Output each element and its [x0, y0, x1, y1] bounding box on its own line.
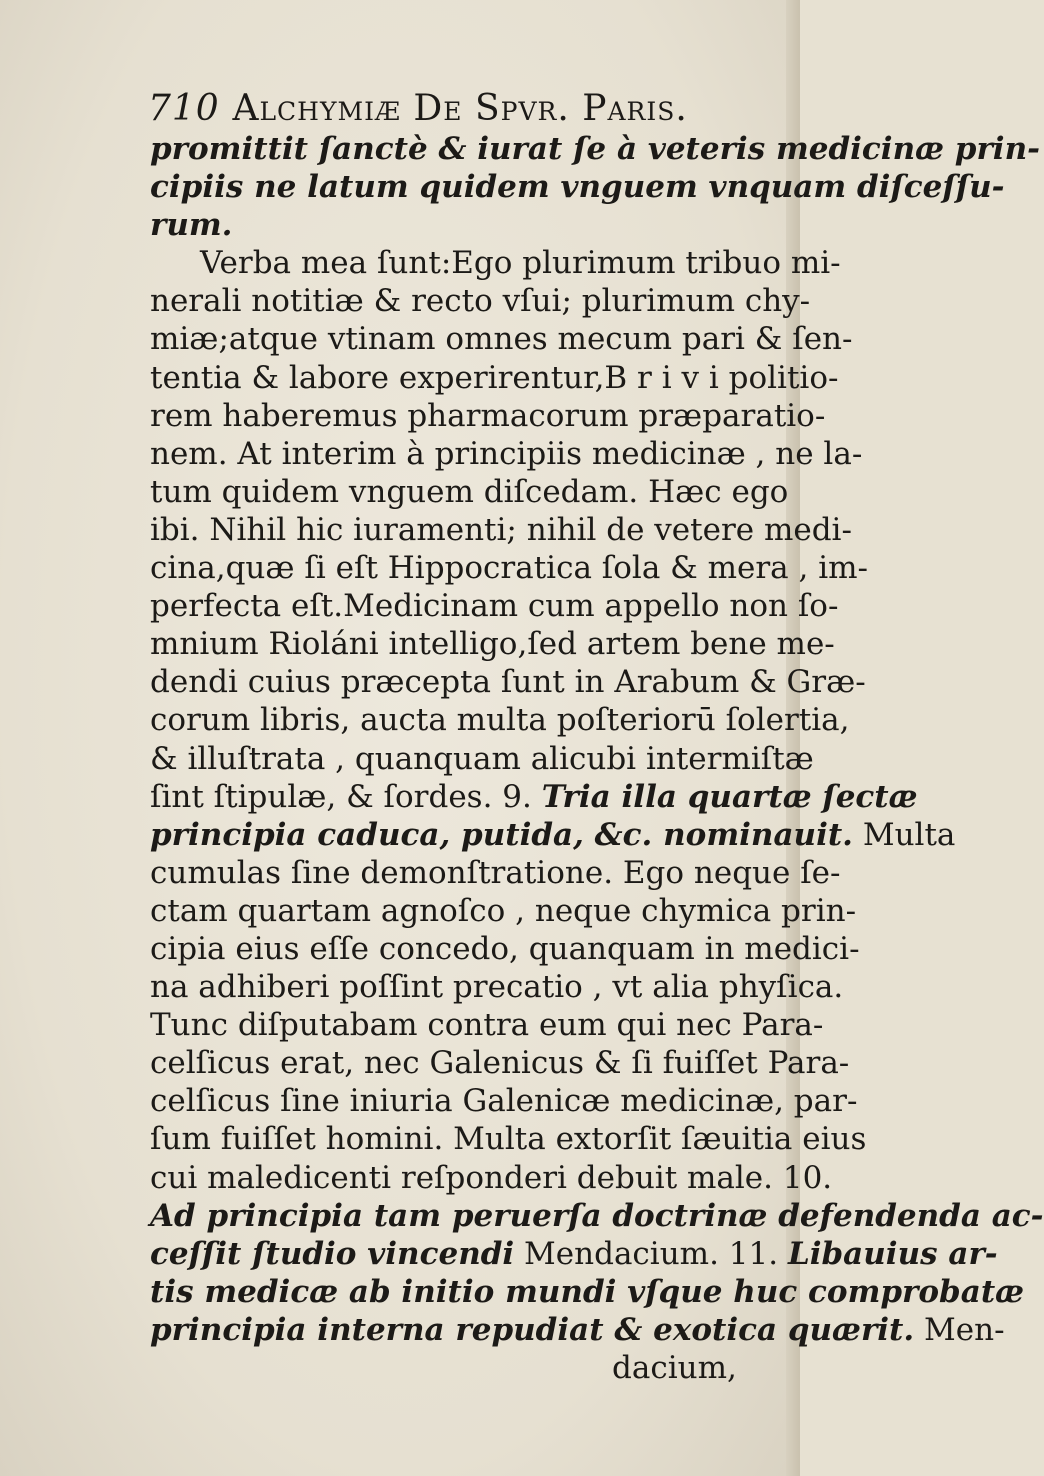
text-line: [150, 168, 1005, 206]
roman-text: ſum fuiſſet homini. Multa extorſit ſæuitia eius: [150, 1121, 867, 1158]
italic-text: Libauius ar-: [787, 1235, 998, 1272]
text-line: [150, 892, 857, 930]
roman-text: cui maledicenti reſponderi debuit male. 10.: [150, 1159, 833, 1196]
page-number: 710: [148, 88, 220, 129]
roman-text: tentia & labore experirentur,B r i v i politio-: [150, 359, 839, 396]
text-line: [150, 1120, 867, 1158]
roman-text: dacium,: [612, 1350, 737, 1386]
roman-text: tum quidem vnguem diſcedam. Hæc ego: [150, 473, 789, 510]
roman-text: miæ;atque vtinam omnes mecum pari & ſen-: [150, 321, 853, 358]
italic-text: cipiis ne latum quidem vnguem vnquam diſceſſu-: [150, 169, 1005, 206]
text-line: [150, 625, 835, 663]
roman-text: Multa: [852, 816, 956, 853]
roman-text: cina,quæ ſi eſt Hippocratica ſola & mera , im-: [150, 550, 869, 587]
roman-text: Mendacium. 11.: [514, 1235, 788, 1272]
italic-text: promittit ſanctè & iurat ſe à veteris medicinæ prin-: [150, 131, 1040, 167]
text-line: [150, 511, 852, 549]
roman-text: na adhiberi poſſint precatio , vt alia phyſica.: [150, 969, 844, 1006]
text-line: [150, 1349, 790, 1387]
text-line: [150, 778, 918, 816]
text-line: [150, 701, 850, 739]
text-line: [150, 1273, 1025, 1311]
text-line: [150, 244, 841, 282]
roman-text: mnium Rioláni intelligo,ſed artem bene me-: [150, 626, 835, 663]
text-line: [150, 854, 841, 892]
roman-text: Men-: [914, 1311, 1005, 1348]
roman-text: ibi. Nihil hic iuramenti; nihil de vetere medi-: [150, 511, 852, 548]
roman-text: perfecta eſt.Medicinam cum appello non ſo-: [150, 588, 839, 625]
italic-text: rum.: [150, 207, 233, 244]
roman-text: nem. At interim à principiis medicinæ , ne la-: [150, 435, 863, 472]
roman-text: Verba mea ſunt:Ego plurimum tribuo mi-: [200, 245, 841, 282]
text-line: [150, 473, 790, 511]
text-line: [150, 1235, 998, 1273]
text-line: [150, 206, 790, 244]
roman-text: & illuſtrata , quanquam alicubi intermiſtæ: [150, 740, 814, 777]
italic-text: Ad principia tam peruerſa doctrinæ defendenda ac-: [150, 1197, 1044, 1234]
italic-text: principia interna repudiat & exotica quærit.: [150, 1311, 915, 1348]
text-line: [150, 397, 826, 435]
roman-text: ctam quartam agnoſco , neque chymica prin-: [150, 892, 857, 929]
italic-text: principia caduca, putida, &c. nominauit.: [150, 816, 853, 853]
italic-text: ceſſit ſtudio vincendi: [150, 1235, 515, 1272]
text-line: [150, 816, 956, 854]
text-line: [150, 968, 844, 1006]
text-line: [150, 1159, 833, 1197]
roman-text: cipia eius eſſe concedo, quanquam in medici-: [150, 930, 860, 967]
roman-text: nerali notitiæ & recto vſui; plurimum chy-: [150, 283, 811, 320]
text-line: [150, 359, 839, 397]
text-line: [150, 663, 866, 701]
text-line: [150, 1044, 850, 1082]
text-line: [150, 320, 853, 358]
roman-text: cumulas ſine demonſtratione. Ego neque ſe-: [150, 854, 841, 891]
text-line: [150, 282, 811, 320]
text-line: [150, 549, 869, 587]
text-line: [150, 130, 1040, 168]
text-line: [150, 930, 860, 968]
italic-text: tis medicæ ab initio mundi vſque huc comprobatæ: [150, 1273, 1025, 1310]
roman-text: ſint ſtipulæ, & ſordes. 9.: [150, 778, 542, 815]
roman-text: celſicus ſine iniuria Galenicæ medicinæ, par-: [150, 1083, 858, 1120]
italic-text: Tria illa quartæ ſectæ: [541, 778, 918, 815]
roman-text: Tunc diſputabam contra eum qui nec Para-: [150, 1007, 824, 1044]
text-line: [150, 1082, 858, 1120]
text-line: [150, 1006, 824, 1044]
text-line: [150, 587, 839, 625]
roman-text: rem haberemus pharmacorum præparatio-: [150, 397, 826, 434]
roman-text: celſicus erat, nec Galenicus & ſi fuiſſet Para-: [150, 1045, 850, 1082]
text-line: [150, 1311, 1005, 1349]
text-line: [150, 1197, 1044, 1235]
body-text: [150, 130, 1044, 1387]
text-line: [150, 435, 863, 473]
running-title: Alchymiæ De Spvr. Paris.: [232, 88, 688, 129]
roman-text: dendi cuius præcepta ſunt in Arabum & Græ-: [150, 664, 866, 701]
roman-text: corum libris, aucta multa poſteriorū ſolertia,: [150, 702, 850, 739]
text-line: [150, 740, 814, 778]
